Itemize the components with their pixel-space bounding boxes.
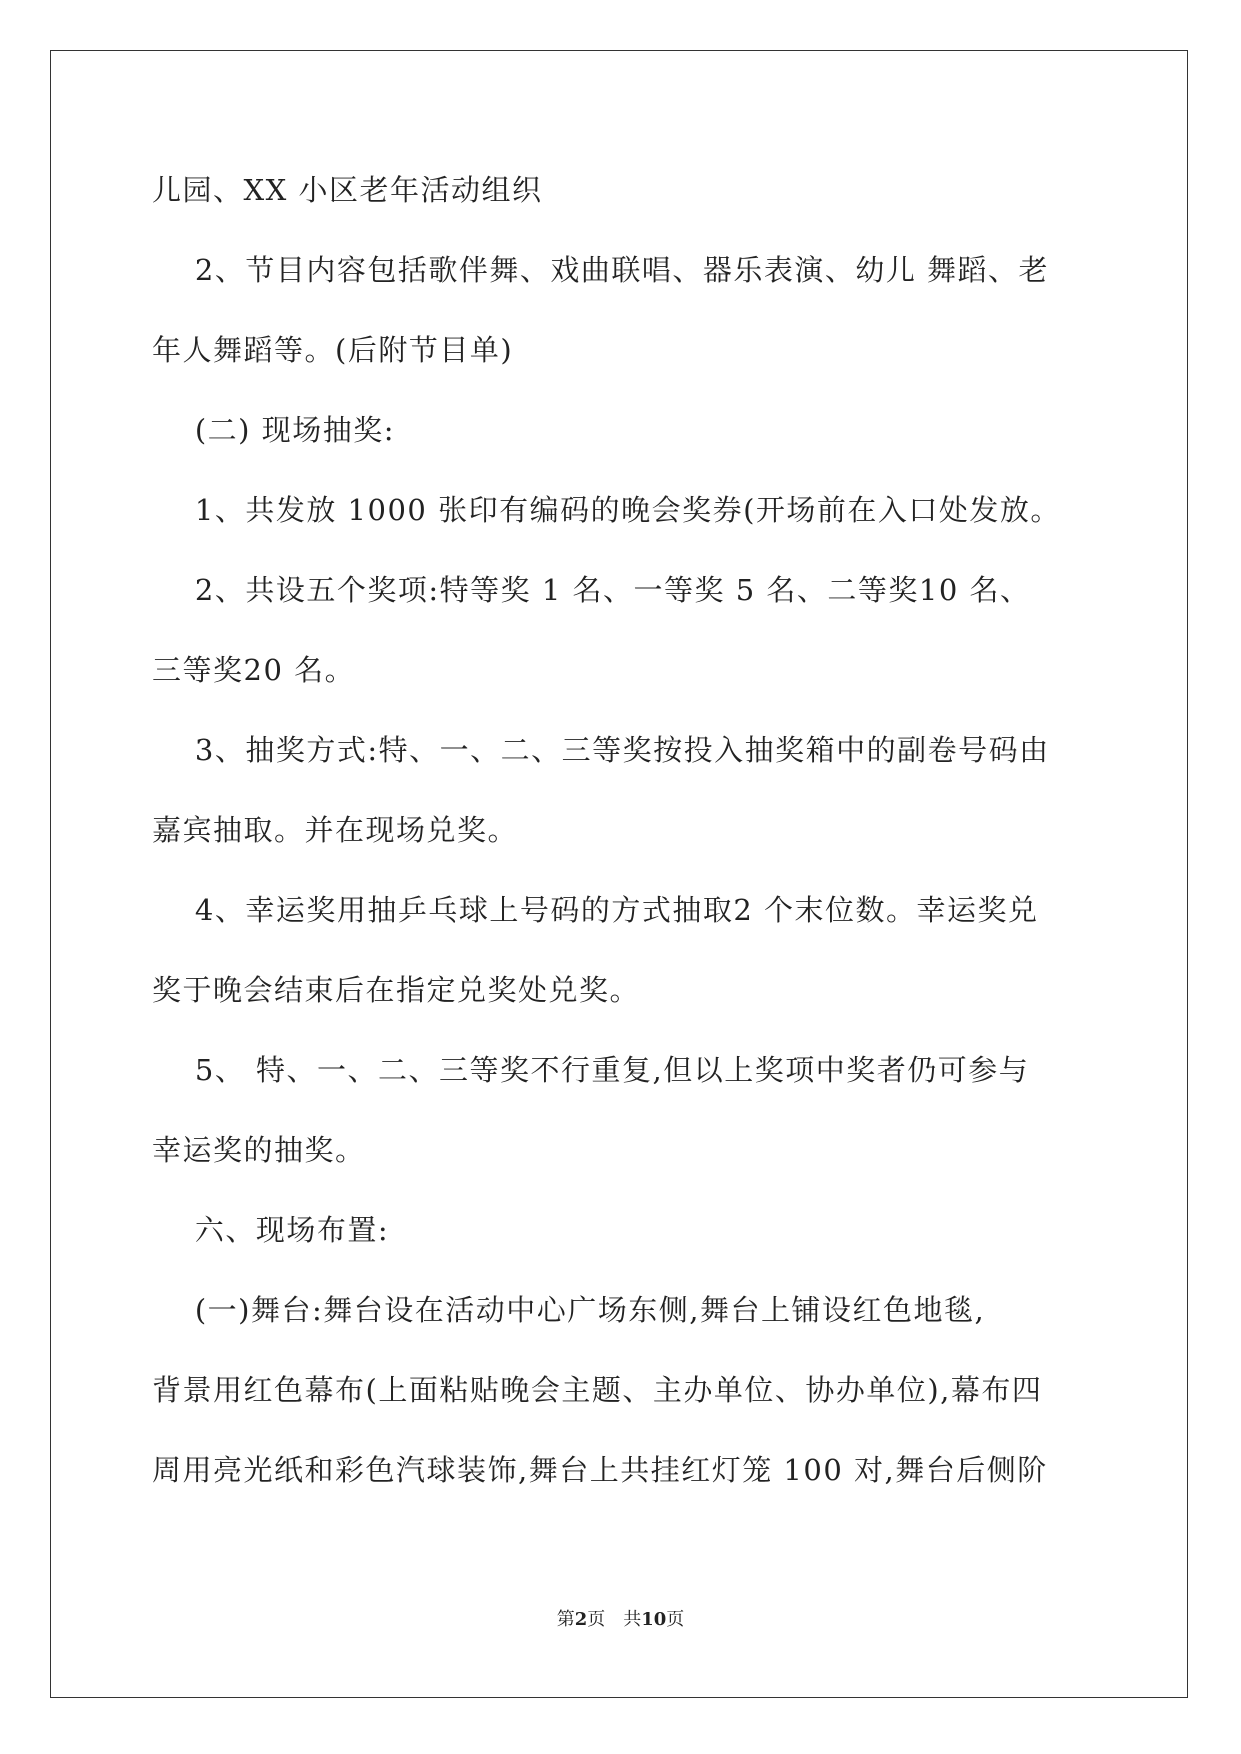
- text-line: 奖于晚会结束后在指定兑奖处兑奖。: [152, 973, 641, 1007]
- page-mid: 页 共: [587, 1609, 642, 1630]
- page-suffix: 页: [666, 1609, 685, 1630]
- page-prefix: 第: [556, 1609, 575, 1630]
- document-body: [152, 150, 1092, 1510]
- total-pages: 10: [641, 1609, 667, 1630]
- text-line: 六、现场布置:: [152, 1213, 390, 1247]
- text-line: 2、节目内容包括歌伴舞、戏曲联唱、器乐表演、幼儿 舞蹈、老: [152, 253, 1050, 287]
- text-line: (二) 现场抽奖:: [152, 413, 395, 447]
- text-line: 1、共发放 1000 张印有编码的晚会奖券(开场前在入口处发放。: [152, 493, 1061, 527]
- text-line: 周用亮光纸和彩色汽球装饰,舞台上共挂红灯笼 100 对,舞台后侧阶: [152, 1453, 1048, 1487]
- text-line: 3、抽奖方式:特、一、二、三等奖按投入抽奖箱中的副卷号码由: [152, 733, 1050, 767]
- page-footer: [0, 1605, 1241, 1631]
- text-line: 三等奖20 名。: [152, 653, 356, 687]
- text-line: 4、幸运奖用抽乒乓球上号码的方式抽取2 个末位数。幸运奖兑: [152, 893, 1039, 927]
- text-line: (一)舞台:舞台设在活动中心广场东侧,舞台上铺设红色地毯,: [152, 1293, 986, 1327]
- text-line: 背景用红色幕布(上面粘贴晚会主题、主办单位、协办单位),幕布四: [152, 1373, 1043, 1407]
- text-line: 儿园、XX 小区老年活动组织: [152, 173, 543, 207]
- text-line: 嘉宾抽取。并在现场兑奖。: [152, 813, 519, 847]
- text-line: 年人舞蹈等。(后附节目单): [152, 333, 514, 367]
- text-line: 2、共设五个奖项:特等奖 1 名、一等奖 5 名、二等奖10 名、: [152, 573, 1031, 607]
- page-number: 2: [574, 1609, 588, 1630]
- text-line: 幸运奖的抽奖。: [152, 1133, 366, 1167]
- text-line: 5、 特、一、二、三等奖不行重复,但以上奖项中奖者仍可参与: [152, 1053, 1030, 1087]
